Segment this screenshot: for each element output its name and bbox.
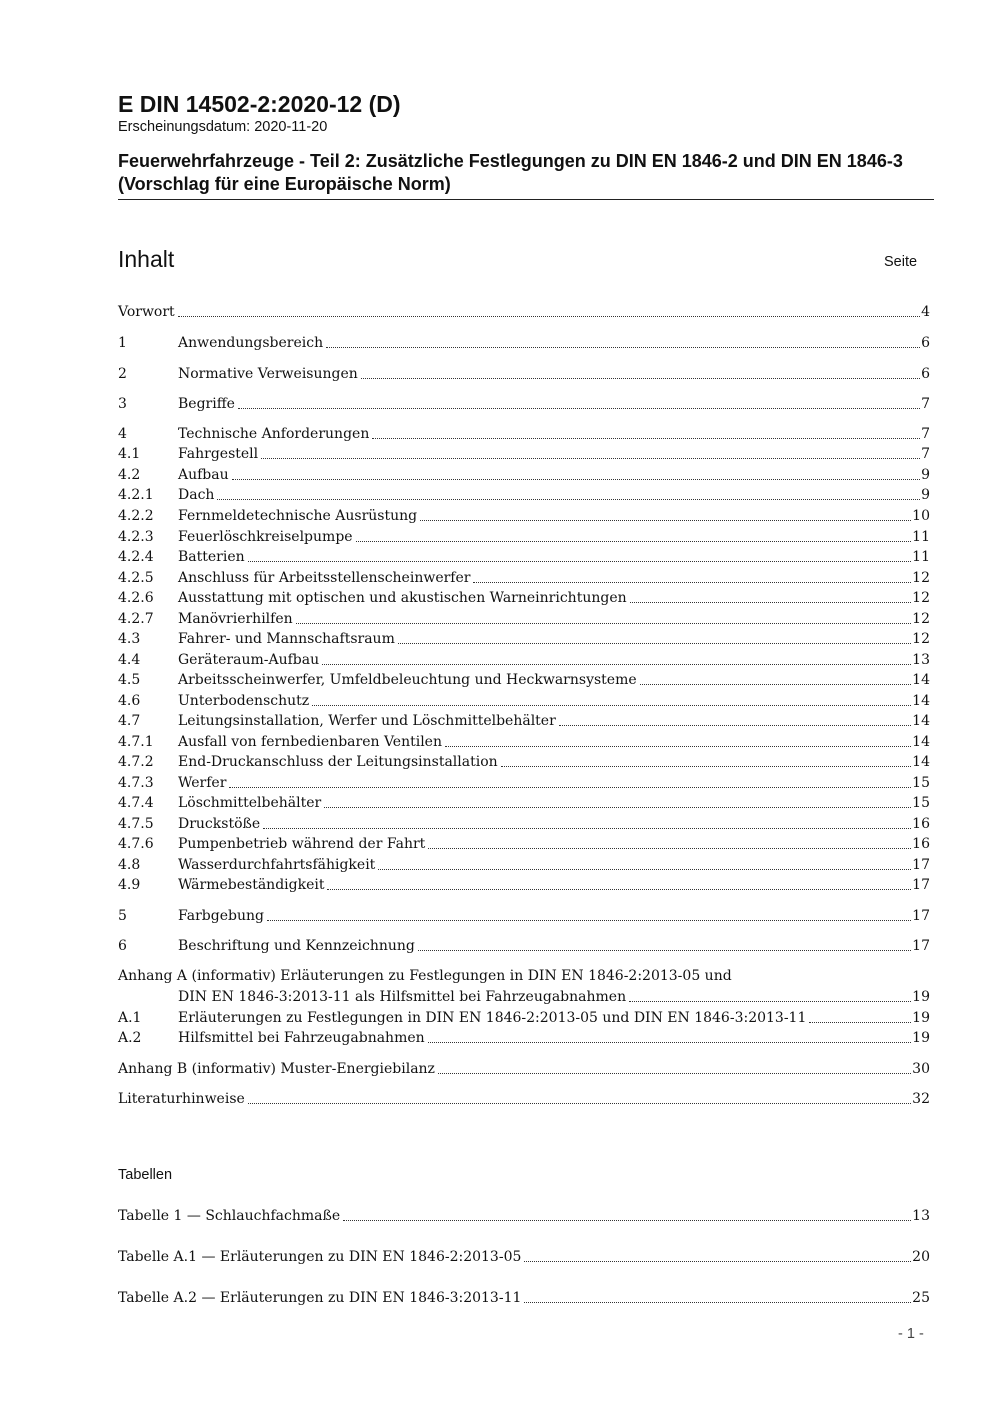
leader-dots [356, 540, 912, 542]
toc-entry-page: 14 [912, 734, 930, 750]
leader-dots [324, 806, 911, 808]
toc-entry[interactable] [118, 855, 930, 875]
toc-entry-page: 6 [921, 366, 930, 382]
toc-entry[interactable] [118, 650, 930, 670]
leader-dots [372, 437, 920, 439]
toc-entry-text: End-Druckanschluss der Leitungsinstallation [178, 754, 498, 770]
toc-entry-page: 17 [912, 938, 930, 954]
toc-entry-page: 16 [912, 836, 930, 852]
toc-entry-number: 4.6 [118, 693, 141, 709]
toc-entry-page: 14 [912, 754, 930, 770]
leader-dots [263, 827, 911, 829]
toc-entry-page: 17 [912, 908, 930, 924]
annex-a-heading[interactable]: Anhang A (informativ) Erläuterungen zu Festlegungen in DIN EN 1846-2:2013-05 und [118, 968, 732, 984]
toc-entry-page: 12 [912, 590, 930, 606]
toc-entry[interactable] [118, 394, 930, 414]
toc-entry-text: Geräteraum-Aufbau [178, 652, 320, 668]
table-entry-text: Tabelle A.2 — Erläuterungen zu DIN EN 1846-3:2013-11 [118, 1290, 522, 1306]
toc-entry-page: 11 [912, 549, 930, 565]
toc-entry[interactable] [118, 527, 930, 547]
toc-entry-text: Werfer [178, 775, 227, 791]
table-entry-page: 20 [912, 1249, 930, 1265]
leader-dots [248, 1102, 911, 1104]
toc-entry-page: 12 [912, 570, 930, 586]
toc-entry-text: Wasserdurchfahrtsfähigkeit [178, 857, 376, 873]
leader-dots [343, 1219, 911, 1221]
toc-entry[interactable] [118, 364, 930, 384]
toc-entry-number: 2 [118, 366, 127, 382]
toc-entry-literature[interactable] [118, 1089, 930, 1109]
leader-dots [378, 868, 911, 870]
toc-entry-number: 4.7.4 [118, 795, 154, 811]
toc-entry-page: 17 [912, 877, 930, 893]
toc-entry-text: Dach [178, 487, 215, 503]
toc-entry-number: A.1 [118, 1010, 142, 1026]
toc-entry-page: 15 [912, 775, 930, 791]
toc-entry-text: Wärmebeständigkeit [178, 877, 325, 893]
toc-entry-text: Unterbodenschutz [178, 693, 310, 709]
toc-entry-text: Fahrgestell [178, 446, 259, 462]
toc-entry-text: Leitungsinstallation, Werfer und Löschmittelbehälter [178, 713, 556, 729]
leader-dots [217, 498, 920, 500]
toc-entry-number: 4.7.6 [118, 836, 154, 852]
leader-dots [524, 1301, 911, 1303]
toc-entry[interactable] [118, 568, 930, 588]
toc-entry-page: 9 [921, 487, 930, 503]
leader-dots [418, 949, 911, 951]
leader-dots [261, 457, 920, 459]
toc-entry[interactable] [118, 814, 930, 834]
leader-dots [428, 847, 911, 849]
table-list-entry[interactable] [118, 1247, 930, 1267]
toc-entry-text: Technische Anforderungen [178, 426, 370, 442]
toc-entry[interactable] [118, 711, 930, 731]
toc-entry-text: DIN EN 1846-3:2013-11 als Hilfsmittel bei Fahrzeugabnahmen [178, 989, 627, 1005]
toc-entry-text: Druckstöße [178, 816, 261, 832]
toc-entry-number: 4.7.2 [118, 754, 154, 770]
toc-entry-text: Fernmeldetechnische Ausrüstung [178, 508, 418, 524]
toc-entry-number: 4.8 [118, 857, 141, 873]
toc-entry-number: 4.2.5 [118, 570, 154, 586]
toc-entry-page: 6 [921, 335, 930, 351]
leader-dots [445, 745, 911, 747]
toc-entry-text: Manövrierhilfen [178, 611, 293, 627]
toc-entry-page: 7 [921, 396, 930, 412]
toc-entry-text: Anschluss für Arbeitsstellenscheinwerfer [178, 570, 471, 586]
toc-entry-text: Arbeitsscheinwerfer, Umfeldbeleuchtung und Heckwarnsysteme [178, 672, 637, 688]
toc-entry[interactable] [118, 875, 930, 895]
toc-entry[interactable] [118, 752, 930, 772]
leader-dots [267, 919, 911, 921]
toc-entry-page: 19 [912, 989, 930, 1005]
document-title: Feuerwehrfahrzeuge - Teil 2: Zusätzliche Festlegungen zu DIN EN 1846-2 und DIN EN 1846-3 (Vorschlag für eine Europäische Norm) [118, 150, 934, 200]
toc-entry-text: Anhang B (informativ) Muster-Energiebilanz [118, 1061, 435, 1077]
toc-entry-number: 4.9 [118, 877, 141, 893]
leader-dots [296, 622, 912, 624]
table-entry-page: 13 [912, 1208, 930, 1224]
table-list-entry[interactable] [118, 1206, 930, 1226]
leader-dots [398, 642, 911, 644]
toc-entry-text: Normative Verweisungen [178, 366, 358, 382]
toc-entry-annex-b[interactable] [118, 1059, 930, 1079]
toc-entry-page: 16 [912, 816, 930, 832]
toc-entry-page: 32 [912, 1091, 930, 1107]
tables-heading: Tabellen [118, 1167, 173, 1183]
toc-entry[interactable] [118, 424, 930, 444]
toc-entry-text: Erläuterungen zu Festlegungen in DIN EN 1846-2:2013-05 und DIN EN 1846-3:2013-11 [178, 1010, 807, 1026]
leader-dots [361, 377, 920, 379]
toc-entry[interactable] [118, 1008, 930, 1028]
leader-dots [248, 560, 912, 562]
toc-entry[interactable] [118, 444, 930, 464]
toc-heading: Inhalt [118, 246, 175, 272]
toc-entry[interactable] [118, 588, 930, 608]
leader-dots [629, 1000, 911, 1002]
leader-dots [326, 346, 920, 348]
toc-entry-page: 19 [912, 1030, 930, 1046]
toc-entry-text: Fahrer- und Mannschaftsraum [178, 631, 395, 647]
toc-entry-page: 10 [912, 508, 930, 524]
toc-entry-text: Hilfsmittel bei Fahrzeugabnahmen [178, 1030, 425, 1046]
page-number: - 1 - [898, 1326, 924, 1342]
toc-entry[interactable] [118, 793, 930, 813]
toc-entry[interactable] [118, 485, 930, 505]
table-of-contents [118, 0, 930, 1403]
toc-entry-page: 9 [921, 467, 930, 483]
leader-dots [420, 519, 911, 521]
toc-entry[interactable] [118, 302, 930, 322]
toc-entry-text: Batterien [178, 549, 245, 565]
toc-entry-number: 4.2.6 [118, 590, 154, 606]
toc-entry-page: 14 [912, 713, 930, 729]
toc-entry-page: 12 [912, 631, 930, 647]
toc-entry-text: Ausfall von fernbedienbaren Ventilen [178, 734, 442, 750]
toc-entry[interactable] [118, 670, 930, 690]
toc-entry-text: Farbgebung [178, 908, 264, 924]
toc-entry[interactable] [118, 333, 930, 353]
toc-entry-text: Begriffe [178, 396, 235, 412]
toc-entry-text: Ausstattung mit optischen und akustischen Warneinrichtungen [178, 590, 627, 606]
toc-entry-page: 13 [912, 652, 930, 668]
leader-dots [238, 407, 920, 409]
toc-entry-text: Literaturhinweise [118, 1091, 245, 1107]
toc-entry[interactable] [118, 547, 930, 567]
toc-entry-page: 7 [921, 446, 930, 462]
toc-entry-page: 19 [912, 1010, 930, 1026]
leader-dots [501, 765, 912, 767]
toc-entry-page: 11 [912, 529, 930, 545]
toc-entry-number: 4.4 [118, 652, 141, 668]
toc-entry[interactable] [118, 773, 930, 793]
toc-entry-number: 5 [118, 908, 127, 924]
toc-entry[interactable] [118, 936, 930, 956]
toc-entry-text: Feuerlöschkreiselpumpe [178, 529, 353, 545]
toc-entry-page: 7 [921, 426, 930, 442]
toc-entry-text: Vorwort [118, 304, 175, 320]
toc-entry-page: 12 [912, 611, 930, 627]
toc-entry[interactable] [118, 1028, 930, 1048]
toc-entry-number: 1 [118, 335, 127, 351]
table-entry-text: Tabelle A.1 — Erläuterungen zu DIN EN 1846-2:2013-05 [118, 1249, 522, 1265]
toc-entry-number: 4.5 [118, 672, 141, 688]
leader-dots [809, 1021, 911, 1023]
toc-entry-number: A.2 [118, 1030, 142, 1046]
leader-dots [559, 724, 911, 726]
toc-entry-page: 14 [912, 693, 930, 709]
toc-entry-number: 4.7.1 [118, 734, 154, 750]
toc-entry-number: 4 [118, 426, 127, 442]
toc-entry-number: 4.7 [118, 713, 141, 729]
table-entry-text: Tabelle 1 — Schlauchfachmaße [118, 1208, 341, 1224]
toc-entry-number: 4.2.4 [118, 549, 154, 565]
toc-entry-annex-a[interactable] [118, 987, 930, 1007]
table-list-entry[interactable] [118, 1288, 930, 1308]
toc-entry-number: 4.7.3 [118, 775, 154, 791]
leader-dots [428, 1041, 912, 1043]
toc-entry-number: 4.7.5 [118, 816, 154, 832]
toc-entry-page: 4 [921, 304, 930, 320]
toc-entry-text: Beschriftung und Kennzeichnung [178, 938, 415, 954]
toc-entry-number: 6 [118, 938, 127, 954]
leader-dots [640, 683, 912, 685]
toc-entry-page: 30 [912, 1061, 930, 1077]
leader-dots [327, 888, 911, 890]
leader-dots [473, 581, 911, 583]
document-id: E DIN 14502-2:2020-12 (D) [118, 91, 401, 117]
publication-date: Erscheinungsdatum: 2020-11-20 [118, 119, 328, 135]
toc-entry-number: 4.2 [118, 467, 141, 483]
toc-entry[interactable] [118, 834, 930, 854]
toc-entry-page: 17 [912, 857, 930, 873]
toc-entry-number: 4.2.3 [118, 529, 154, 545]
toc-entry-text: Anwendungsbereich [178, 335, 324, 351]
table-entry-page: 25 [912, 1290, 930, 1306]
toc-entry[interactable] [118, 629, 930, 649]
leader-dots [322, 663, 911, 665]
leader-dots [178, 315, 920, 317]
toc-entry-number: 4.2.7 [118, 611, 154, 627]
toc-entry-number: 4.3 [118, 631, 141, 647]
toc-entry-page: 14 [912, 672, 930, 688]
toc-entry-number: 4.1 [118, 446, 141, 462]
leader-dots [232, 478, 920, 480]
leader-dots [630, 601, 912, 603]
toc-entry-number: 4.2.1 [118, 487, 154, 503]
toc-entry-page: 15 [912, 795, 930, 811]
toc-entry[interactable] [118, 506, 930, 526]
toc-entry[interactable] [118, 906, 930, 926]
toc-entry-text: Pumpenbetrieb während der Fahrt [178, 836, 426, 852]
toc-entry[interactable] [118, 465, 930, 485]
leader-dots [438, 1072, 911, 1074]
toc-entry[interactable] [118, 691, 930, 711]
toc-entry[interactable] [118, 732, 930, 752]
leader-dots [229, 786, 911, 788]
leader-dots [524, 1260, 911, 1262]
toc-entry-number: 3 [118, 396, 127, 412]
toc-entry-number: 4.2.2 [118, 508, 154, 524]
leader-dots [312, 704, 911, 706]
toc-entry-text: Löschmittelbehälter [178, 795, 322, 811]
toc-entry-text: Aufbau [178, 467, 229, 483]
toc-entry[interactable] [118, 609, 930, 629]
page-column-label: Seite [884, 254, 918, 270]
